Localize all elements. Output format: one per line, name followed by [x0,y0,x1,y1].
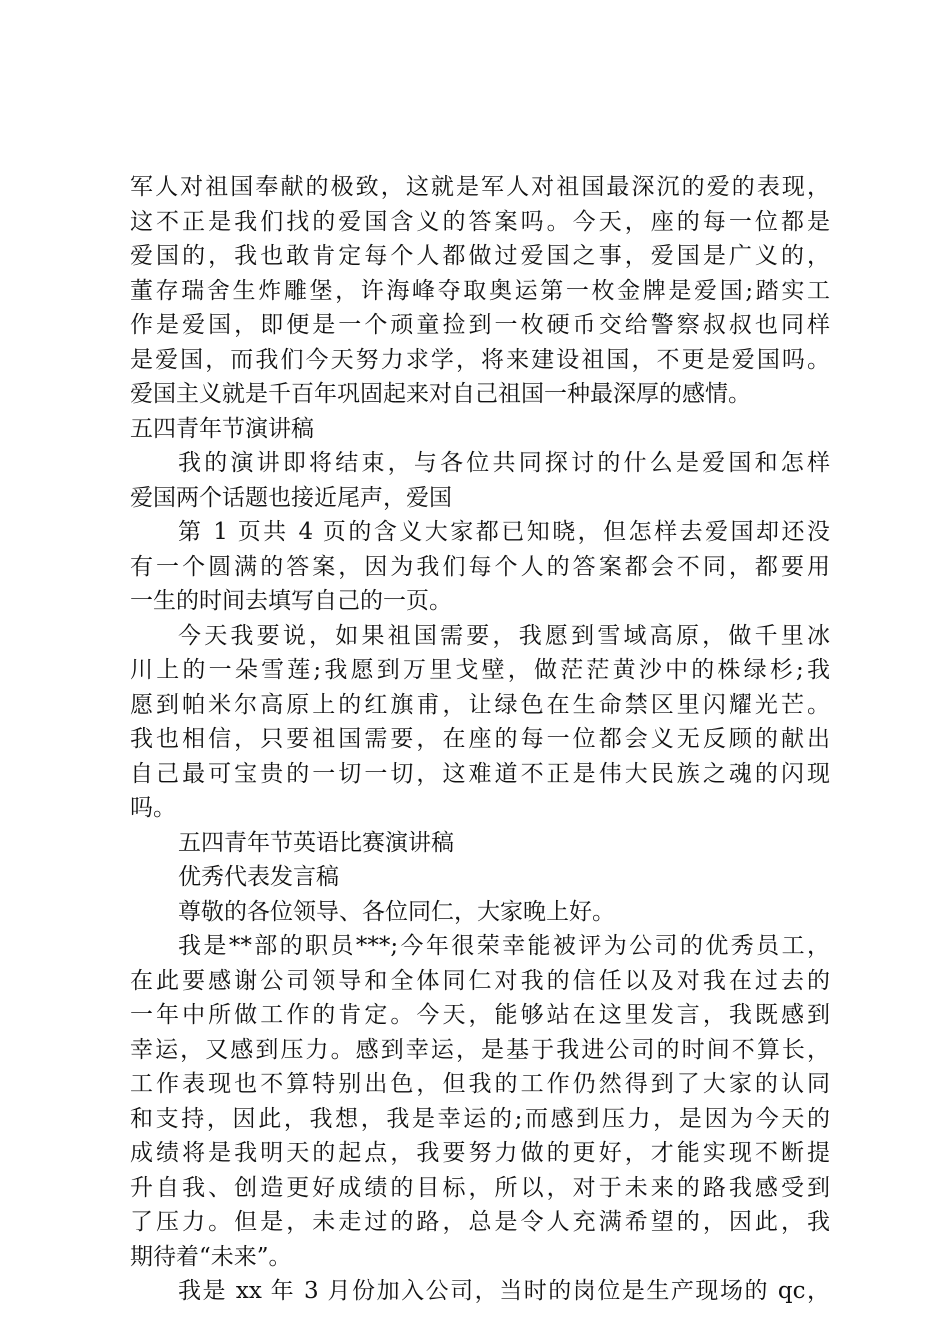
text-line: 愿到帕米尔高原上的红旗甫，让绿色在生命禁区里闪耀光芒。 [130,691,830,718]
text-line: 爱国的，我也敢肯定每个人都做过爱国之事，爱国是广义的， [130,243,830,269]
text-line: 和支持，因此，我想，我是幸运的;而感到压力，是因为今天的 [130,1105,830,1132]
text-line: 了压力。但是，未走过的路，总是令人充满希望的，因此，我 [130,1209,830,1235]
text-line: 一生的时间去填写自己的一页。 [130,588,452,614]
text-line: 尊敬的各位领导、各位同仁，大家晚上好。 [178,898,615,925]
text-line: 在此要感谢公司领导和全体同仁对我的信任以及对我在过去的 [130,967,830,994]
text-line: 幸运，又感到压力。感到幸运，是基于我进公司的时间不算长， [130,1036,830,1063]
text-line: 一年中所做工作的肯定。今天，能够站在这里发言，我既感到 [130,1002,830,1028]
text-line: 我是 xx 年 3 月份加入公司，当时的岗位是生产现场的 qc， [178,1278,830,1304]
text-line: 爱国主义就是千百年巩固起来对自己祖国一种最深厚的感情。 [130,381,751,407]
text-line: 五四青年节英语比赛演讲稿 [178,829,454,856]
text-line: 成绩将是我明天的起点，我要努力做的更好，才能实现不断提 [130,1140,830,1166]
text-line: 吗。 [130,795,176,821]
text-line: 董存瑞舍生炸雕堡，许海峰夺取奥运第一枚金牌是爱国;踏实工 [130,277,830,304]
text-line: 有一个圆满的答案，因为我们每个人的答案都会不同，都要用 [130,553,830,580]
text-line: 工作表现也不算特别出色，但我的工作仍然得到了大家的认同 [130,1071,830,1097]
text-line: 川上的一朵雪莲;我愿到万里戈壁，做茫茫黄沙中的株绿杉;我 [130,657,830,683]
text-line: 爱国两个话题也接近尾声，爱国 [130,484,452,511]
text-line: 五四青年节演讲稿 [130,415,314,442]
text-line: 期待着“未来”。 [130,1243,292,1270]
text-line: 今天我要说，如果祖国需要，我愿到雪域高原，做千里冰 [178,622,830,649]
text-line: 自己最可宝贵的一切一切，这难道不正是伟大民族之魂的闪现 [130,760,830,787]
text-line: 军人对祖国奉献的极致，这就是军人对祖国最深沉的爱的表现， [130,174,830,200]
text-line: 我的演讲即将结束，与各位共同探讨的什么是爱国和怎样 [178,450,830,476]
text-line: 作是爱国，即便是一个顽童捡到一枚硬币交给警察叔叔也同样 [130,312,830,338]
text-line: 我也相信，只要祖国需要，在座的每一位都会义无反顾的献出 [130,726,830,752]
text-line: 升自我、创造更好成绩的目标，所以，对于未来的路我感受到 [130,1174,830,1201]
text-line: 是爱国，而我们今天努力求学，将来建设祖国，不更是爱国吗。 [130,346,830,373]
text-line: 这不正是我们找的爱国含义的答案吗。今天，座的每一位都是 [130,208,830,235]
text-line: 第 1 页共 4 页的含义大家都已知晓，但怎样去爱国却还没 [178,519,830,545]
text-line: 优秀代表发言稿 [178,864,339,890]
document-body [130,170,830,1309]
text-line: 我是**部的职员***;今年很荣幸能被评为公司的优秀员工， [178,933,830,959]
